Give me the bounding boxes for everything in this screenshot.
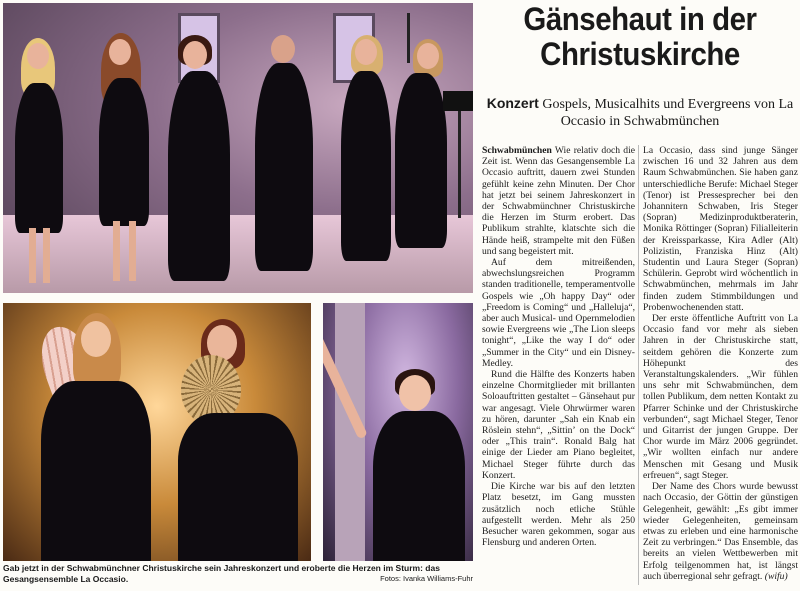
article-headline: Gänsehaut in der Christuskirche (523, 1, 757, 72)
singer-figure (99, 78, 149, 226)
paragraph: Der erste öffentliche Auftritt von La Occasio fand vor mehr als sieben Jahren in der Christuskirche statt, seitdem gehören die Konzerte zum Höhepunkt des Veranstaltungskalenders. „Wir fühlen uns sehr mit Schwabmünchen, dem tollen Publikum, dem netten Kontakt zu Pfarrer Schinke und der Christuskirche verbunden“, sagt Michael Steger, Tenor und Gitarrist der jungen Gruppe. Der Chor wurde im März 2006 gegründet. „Wir wollten einfach nur andere Menschen mit Gesang und Musik erfreuen“, sagt Steger. (643, 313, 798, 481)
paragraph: Die Kirche war bis auf den letzten Platz besetzt, im Gang mussten zusätzlich noch etliche Stühle aufgestellt werden. Mehr als 250 Besucher waren gekommen, sogar aus Flensburg und anderen Orten. (482, 481, 635, 549)
music-stand (443, 91, 473, 111)
singer-figure (341, 71, 391, 261)
caption-text: Gab jetzt in der Schwabmünchner Christuskirche sein Jahreskonzert und eroberte die Herzen im Sturm: das Gesangsensemble La Occasio. (3, 563, 440, 584)
concert-photo-fan-singers (3, 303, 311, 561)
singer-figure (255, 63, 313, 271)
singer-figure (15, 83, 63, 233)
photo-credit: Fotos: Ivanka Williams-Fuhr (376, 574, 473, 585)
column-divider (638, 145, 639, 585)
paragraph: La Occasio, dass sind junge Sänger zwischen 16 und 32 Jahren aus dem Raum Schwabmünchen. Sie haben ganz unterschiedliche Berufe: Michael Steger (Tenor) ist Pressesprecher bei den Johannitern Schwaben, Iris Steger (Sopran) Medizinproduktberaterin, Monika Röttinger (Sopran) Filialleiterin der Kreissparkasse, Kira Adler (Alt) Polizistin, Franziska Hinz (Alt) Studentin und Laura Steger (Sopran) Schülerin. Geprobt wird wöchentlich in Schwabmünchen, mehrmals im Jahr finden zudem Stimmbildungen und Probenwochenenden statt. (643, 145, 798, 313)
subhead-text: Gospels, Musicalhits und Evergreens von La Occasio in Schwabmünchen (542, 97, 794, 129)
paragraph: Rund die Hälfte des Konzerts haben einzelne Chormitglieder mit brillanten Soloauftritten gestaltet – Gänsehaut pur war angesagt. Viele Ohrwürmer waren zu hören, darunter „Sah ein Knab ein Röslein stehn“, „Sittin’ on the Dock“ oder „This train“. Ronald Balg hat einige der Lieder am Piano begleitet, Michael Steger führte durch das Konzert. (482, 369, 635, 481)
author-signature: (wifu) (764, 570, 788, 582)
article-subheading (482, 95, 798, 130)
microphone-stand (407, 13, 410, 63)
article-column-2 (643, 145, 798, 585)
subhead-kicker: Konzert (486, 95, 539, 111)
singer-figure (178, 413, 298, 561)
paragraph: Wie relativ doch die Zeit ist. Wenn das Gesangensemble La Occasio auftritt, dauern zwei Stunden gefühlt keine zehn Minuten. Der Chor hat jetzt bei seinem Jahreskonzert in der Schwabmünchner Christuskirche die Herzen im Sturm erobert. Das Publikum strahlte, klatschte sich die Hände heiß, strampelte mit den Füßen und sang begeistert mit. (482, 145, 635, 257)
paragraph: Auf dem mitreißenden, abwechslungsreichen Programm standen traditionelle, temperamentvolle Gospels wie „Oh happy Day“ oder „Freedom is Coming“ und „Halleluja“, aber auch Musical- und Opernmelodien sowie Evergreens wie „The Lion sleeps tonight“, „Like the way I do“ oder „Summer in the City“ und ein Disney-Medley. (482, 257, 635, 369)
singer-figure (395, 73, 447, 248)
singer-figure (373, 411, 465, 561)
concert-photo-solo-singer (323, 303, 473, 561)
concert-photo-ensemble (3, 3, 473, 293)
paragraph: Der Name des Chors wurde bewusst nach Occasio, der Göttin der günstigen Gelegenheit, gewählt: „Es gibt immer wieder Gelegenheiten, gemeinsam etwas zu erleben und eine harmonische Zeit zu verbringen.“ Das Ensemble, das bereits an vielen Wettbewerben mit Erfolg teilgenommen hat, ist längst auch überregional sehr gefragt. (643, 481, 798, 582)
photo-caption (3, 563, 473, 584)
article-column-1 (482, 145, 635, 585)
dateline: Schwabmünchen (482, 145, 552, 156)
singer-figure (41, 381, 151, 561)
music-stand (458, 98, 461, 218)
singer-figure (168, 71, 230, 281)
